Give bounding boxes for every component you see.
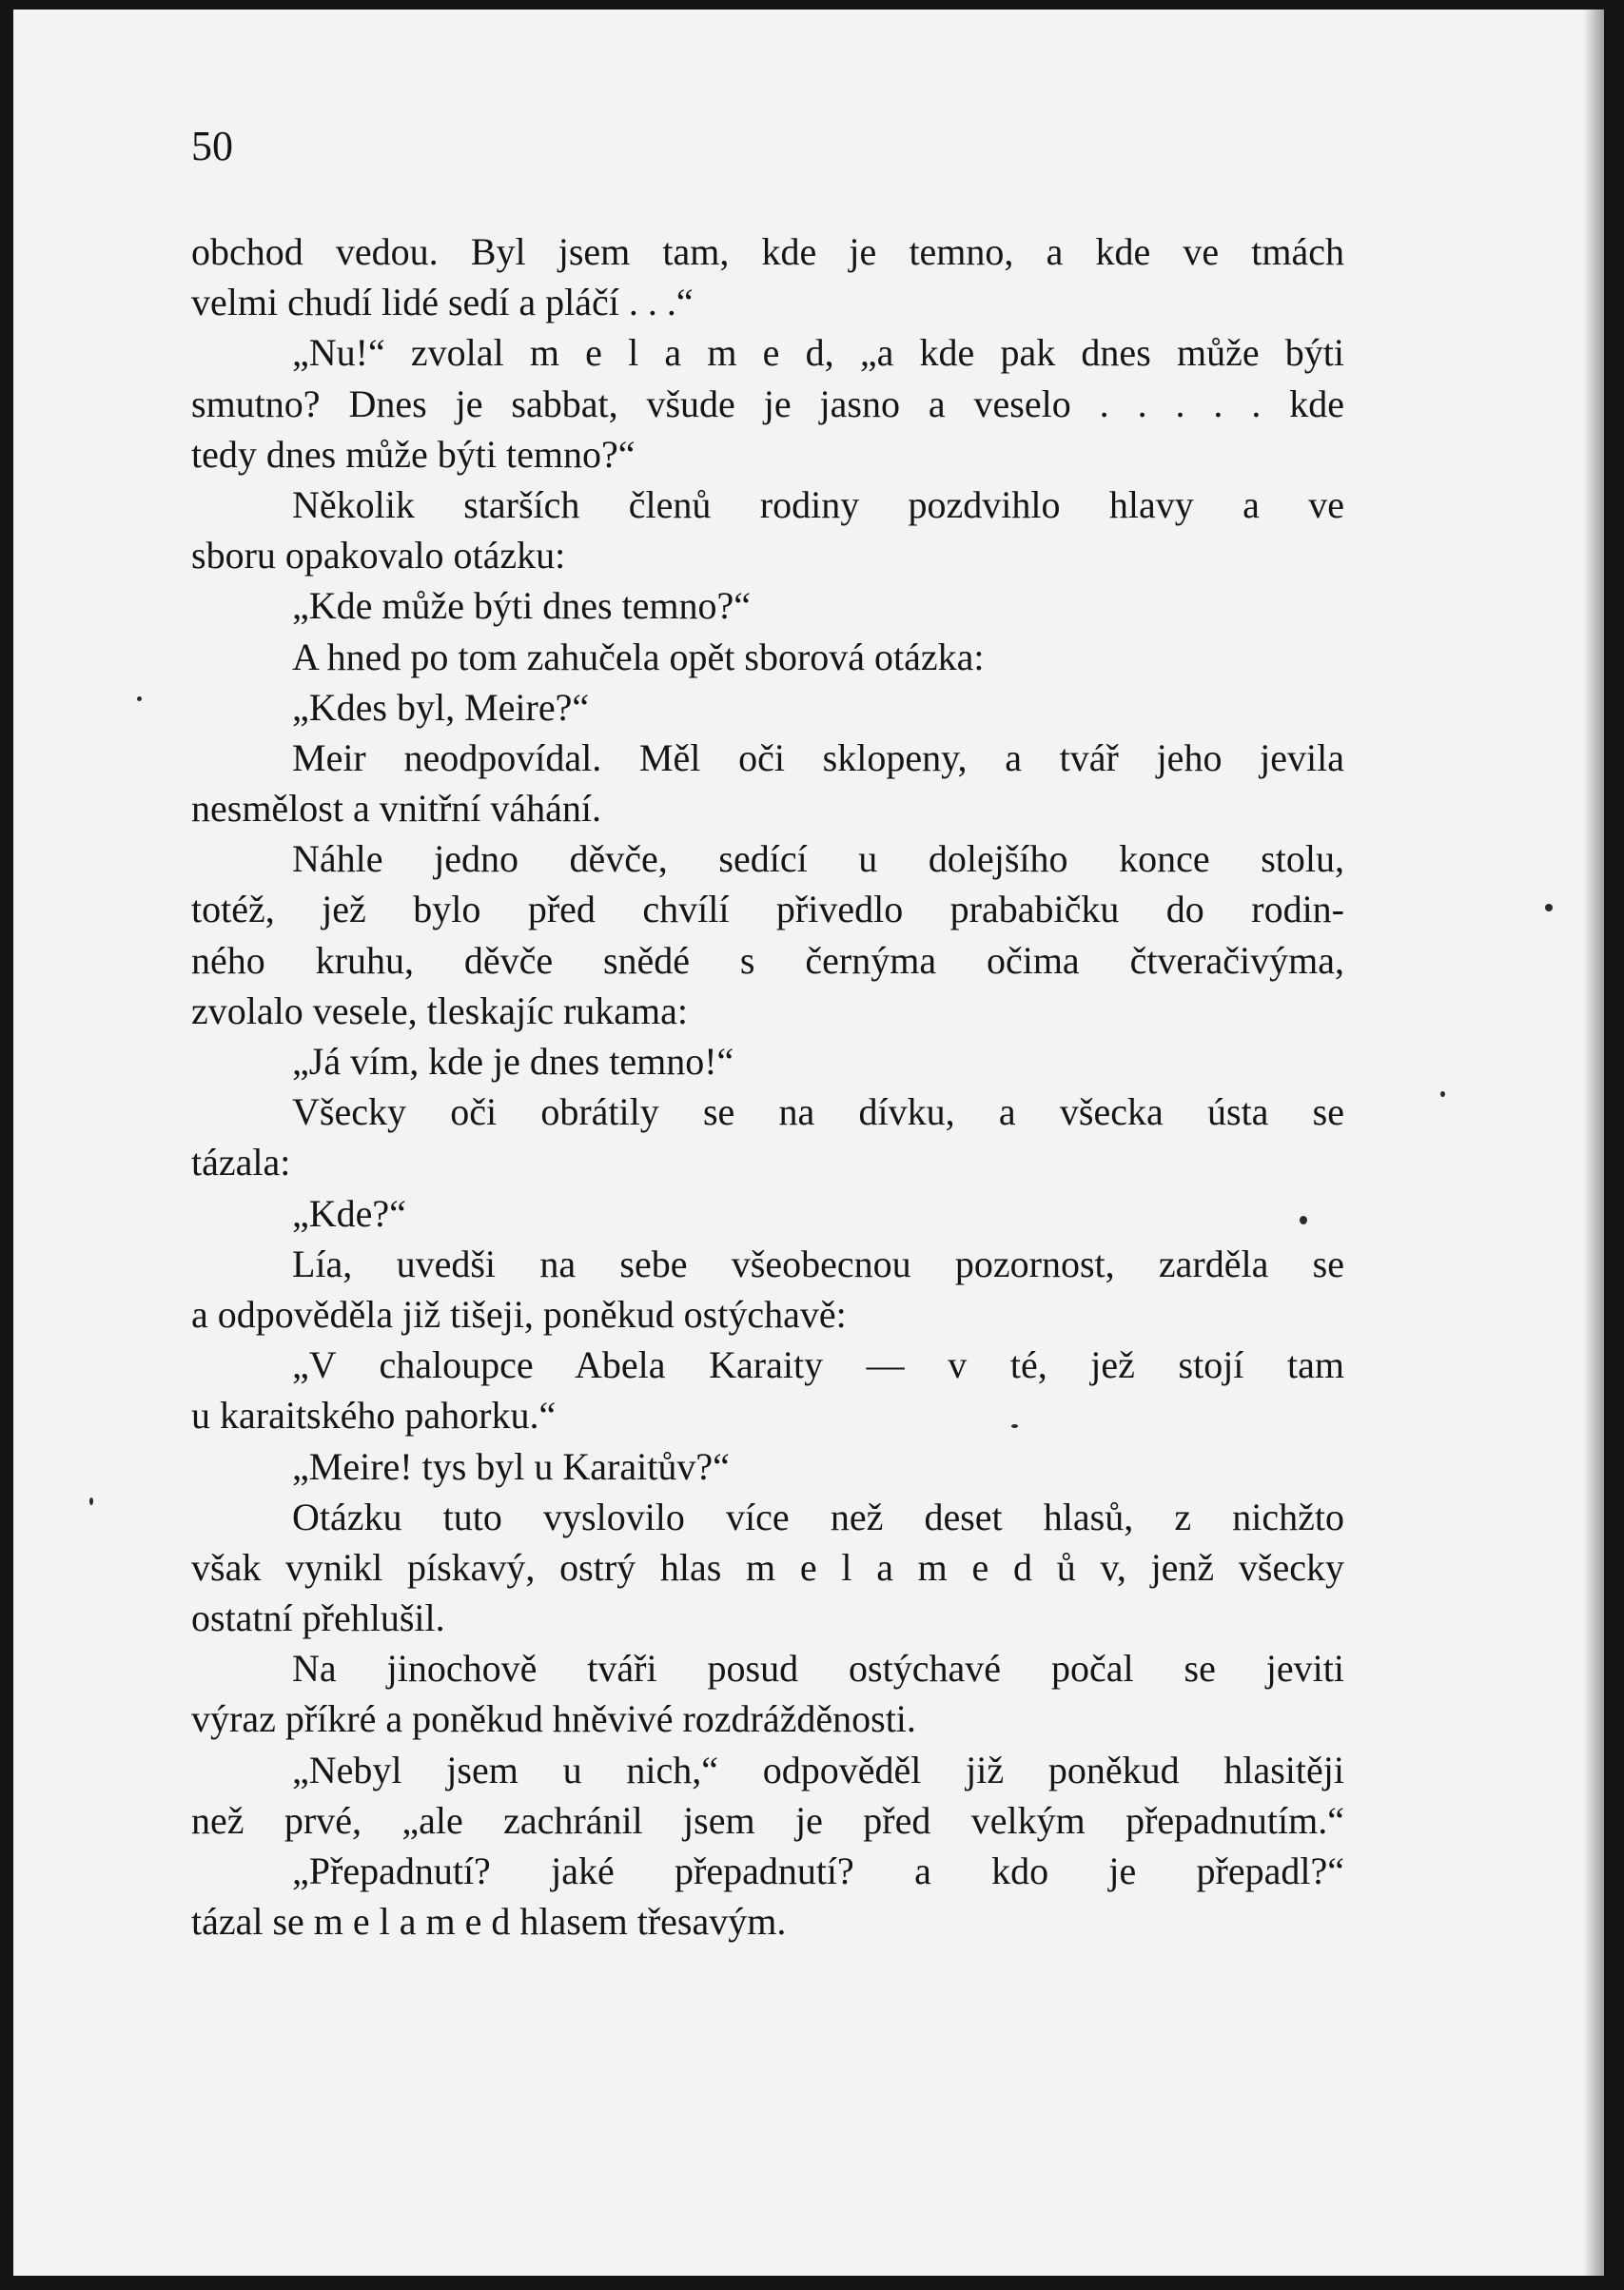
book-page xyxy=(13,10,1604,2276)
text-line: A hned po tom zahučela opět sborová otázka: xyxy=(292,635,985,678)
text-line: „Nu!“ zvolal m e l a m e d, „a kde pak dnes může býti xyxy=(292,331,1344,375)
text-line: „Kdes byl, Meire?“ xyxy=(292,685,590,729)
text-line: „Meire! tys byl u Karaitův?“ xyxy=(292,1444,730,1488)
print-speck xyxy=(137,696,142,701)
text-line: „V chaloupce Abela Karaity — v té, jež stojí tam xyxy=(292,1343,1344,1387)
text-line: u karaitského pahorku.“ xyxy=(191,1394,557,1438)
print-speck xyxy=(1011,1424,1018,1428)
page-number: 50 xyxy=(191,123,233,169)
text-line: ostatní přehlušil. xyxy=(191,1596,445,1640)
text-line: zvolalo vesele, tleskajíc rukama: xyxy=(191,988,689,1032)
text-line: Otázku tuto vyslovilo více než deset hlasů, z nichžto xyxy=(292,1495,1344,1538)
text-line: Meir neodpovídal. Měl oči sklopeny, a tvář jeho jevila xyxy=(292,735,1344,779)
text-line: Lía, uvedši na sebe všeobecnou pozornost, zarděla se xyxy=(292,1242,1344,1285)
text-line: tázala: xyxy=(191,1141,291,1184)
text-line: nesmělost a vnitřní váhání. xyxy=(191,787,602,831)
text-line: Náhle jedno děvče, sedící u dolejšího konce stolu, xyxy=(292,837,1344,881)
body-text xyxy=(191,226,1344,1947)
print-speck xyxy=(89,1497,93,1505)
text-line: „Já vím, kde je dnes temno!“ xyxy=(292,1040,734,1083)
text-line: a odpověděla již tišeji, poněkud ostýchavě: xyxy=(191,1292,847,1336)
print-speck xyxy=(1545,904,1553,911)
text-line: smutno? Dnes je sabbat, všude je jasno a veselo . . . . . kde xyxy=(191,382,1344,425)
text-line: tázal se m e l a m e d hlasem třesavým. xyxy=(191,1900,787,1944)
text-line: Několik starších členů rodiny pozdvihlo hlavy a ve xyxy=(292,482,1344,526)
text-line: však vynikl pískavý, ostrý hlas m e l a m e d ů v, jenž všecky xyxy=(191,1545,1344,1589)
text-line: Na jinochově tváři posud ostýchavé počal se jeviti xyxy=(292,1647,1344,1691)
text-line: obchod vedou. Byl jsem tam, kde je temno, a kde ve tmách xyxy=(191,230,1344,273)
text-line: ného kruhu, děvče snědé s černýma očima čtveračivýma, xyxy=(191,938,1344,982)
text-line: tedy dnes může býti temno?“ xyxy=(191,432,636,476)
text-line: totéž, jež bylo před chvílí přivedlo prababičku do rodin- xyxy=(191,888,1344,931)
text-line: „Kde může býti dnes temno?“ xyxy=(292,584,752,628)
text-line: než prvé, „ale zachránil jsem je před velkým přepadnutím.“ xyxy=(191,1798,1344,1842)
text-line: „Kde?“ xyxy=(292,1191,406,1235)
print-speck xyxy=(1300,1216,1307,1224)
print-speck xyxy=(1440,1091,1445,1097)
text-line: výraz příkré a poněkud hněvivé rozdrážděnosti. xyxy=(191,1697,916,1741)
text-line: velmi chudí lidé sedí a pláčí . . .“ xyxy=(191,281,694,324)
text-line: „Nebyl jsem u nich,“ odpověděl již poněkud hlasitěji xyxy=(292,1748,1344,1791)
text-line: sboru opakovalo otázku: xyxy=(191,534,566,577)
text-line: Všecky oči obrátily se na dívku, a všecka ústa se xyxy=(292,1090,1344,1134)
text-line: „Přepadnutí? jaké přepadnutí? a kdo je přepadl?“ xyxy=(292,1850,1344,1892)
